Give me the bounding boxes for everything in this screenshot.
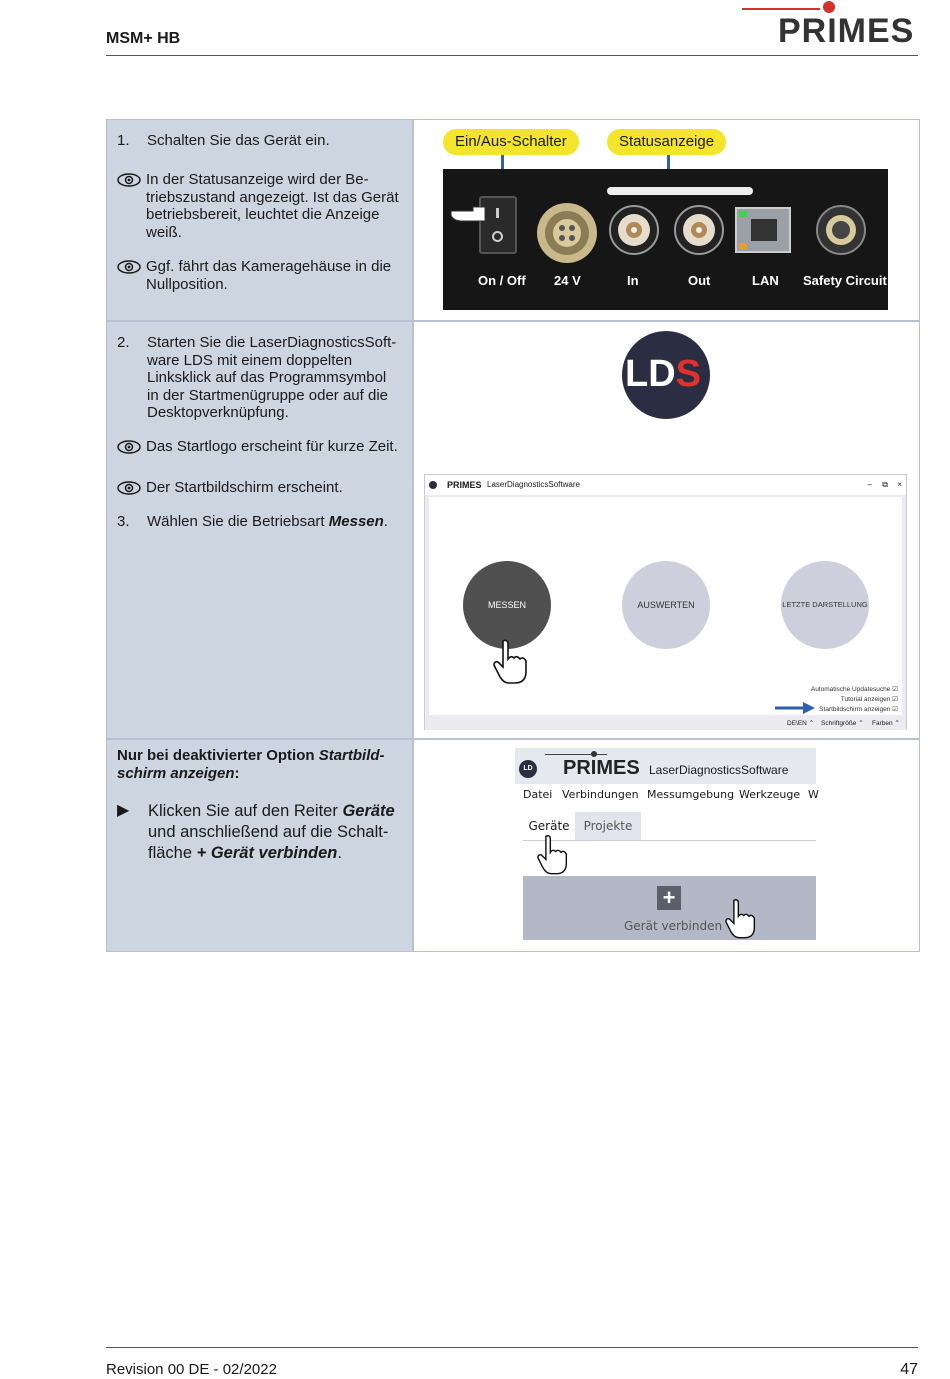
option-auto-update[interactable]: Automatische Updatesuche ☑ [810,686,898,693]
title-app-name: LaserDiagnosticsSoftware [487,480,580,489]
connector-label-on-off: On / Off [478,273,526,288]
lds-start-screen [424,474,907,730]
step-2-text: Starten Sie die LaserDiagnosticsSoft- ware LDS mit einem doppelten Linksklick auf das Programmsymbol in der Startmenügruppe oder auf die Desktopverknüpfung. [147,334,397,421]
step-2-number: 2. [117,334,130,351]
connect-device-button[interactable] [523,876,816,940]
revision-text: Revision 00 DE - 02/2022 [106,1361,277,1378]
eye-icon [117,173,141,187]
header-rule [106,55,918,56]
connector-label-out: Out [688,273,711,288]
eye-icon [117,260,141,274]
connector-label-in: In [627,273,639,288]
eye-icon [117,440,141,454]
power-connector-icon [535,201,599,265]
bnc-out-connector-icon [673,204,725,256]
step-1-number: 1. [117,132,130,149]
arrow-right-icon [775,702,815,714]
window-title-bar [425,475,906,495]
menu-connections[interactable]: Verbindungen [562,788,639,801]
row-separator-2 [107,738,919,740]
step-1-text: Schalten Sie das Gerät ein. [147,132,330,149]
logo-red-line [742,8,820,10]
brand-line [545,754,607,755]
start-screen-content [429,497,902,715]
hand-cursor-icon [537,834,569,876]
connect-device-label: Gerät verbinden [624,919,723,933]
measure-button[interactable]: MESSEN [463,561,551,649]
option-tutorial[interactable]: Tutorial anzeigen ☑ [840,696,898,703]
bullet-arrow-icon: ▶ [117,802,130,819]
start-screen-bottom-bar [425,715,906,730]
step-2-result-1: Das Startlogo erscheint für kurze Zeit. [146,438,398,455]
document-title: MSM+ HB [106,30,181,47]
step-3-text: Wählen Sie die Betriebsart Messen. [147,513,388,530]
option-start-screen[interactable]: Startbildschirm anzeigen ☑ [819,706,898,713]
menu-bar [515,788,819,806]
connector-label-lan: LAN [752,273,779,288]
hand-cursor-icon [725,898,757,940]
safety-circuit-connector-icon [815,204,867,256]
footer-rule [106,1347,918,1348]
hand-cursor-icon [493,639,529,685]
bnc-in-connector-icon [608,204,660,256]
step-1-result-1: In der Statusanzeige wird der Be- triebszustand angezeigt. Ist das Gerät betriebsbereit, leuchtet die Anzeige weiß. [146,171,399,241]
row-separator-1 [107,320,919,322]
lan-port [735,207,791,253]
tab-projects[interactable]: Projekte [575,812,641,840]
colors-switch[interactable]: Farben ⌃ [872,720,900,727]
app-header [515,748,816,784]
lds-main-window [515,748,819,942]
font-size-switch[interactable]: Schriftgröße ⌃ [821,720,864,727]
last-view-button[interactable]: LETZTE DARSTELLUNG [781,561,869,649]
eye-icon [117,481,141,495]
callout-status-indicator: Statusanzeige [607,129,726,155]
note-instruction: Klicken Sie auf den Reiter Geräte und anschließend auf die Schalt- fläche + Gerät verbinden. [148,802,395,862]
device-connector-panel [443,169,888,310]
lds-small-logo-icon: LD [519,760,537,778]
app-icon [429,481,437,489]
logo-text: PRIMES [778,12,915,50]
title-brand: PRIMES [447,480,482,490]
menu-measurement-environment[interactable]: Messumgebung [647,788,735,801]
connector-label-safety-circuit: Safety Circuit [803,273,887,288]
menu-file[interactable]: Datei [523,788,553,801]
primes-logo [740,0,920,52]
lds-app-logo: LDS [622,331,710,419]
plus-icon: + [657,886,681,910]
app-title: LaserDiagnosticsSoftware [649,763,789,777]
menu-more[interactable]: W [808,788,819,801]
maximize-button[interactable]: ⧉ [882,480,888,489]
note-title: Nur bei deaktivierter Option Startbild- schirm anzeigen: [117,747,385,782]
pointing-hand-icon [449,199,489,229]
minimize-button[interactable]: – [867,480,872,489]
evaluate-button[interactable]: AUSWERTEN [622,561,710,649]
menu-tools[interactable]: Werkzeuge [739,788,801,801]
step-3-number: 3. [117,513,130,530]
step-1-result-2: Ggf. fährt das Kameragehäuse in die Nullposition. [146,258,392,293]
connector-label-24v: 24 V [554,273,581,288]
language-switch[interactable]: DE\EN ⌃ [787,720,815,727]
app-brand: PRIMES [563,757,640,779]
callout-on-off-switch: Ein/Aus-Schalter [443,129,579,155]
step-2-result-2: Der Startbildschirm erscheint. [146,479,343,496]
close-button[interactable]: × [897,480,902,489]
tab-devices[interactable]: Geräte [523,812,575,840]
status-led-bar [607,187,753,195]
page-number: 47 [900,1361,918,1378]
